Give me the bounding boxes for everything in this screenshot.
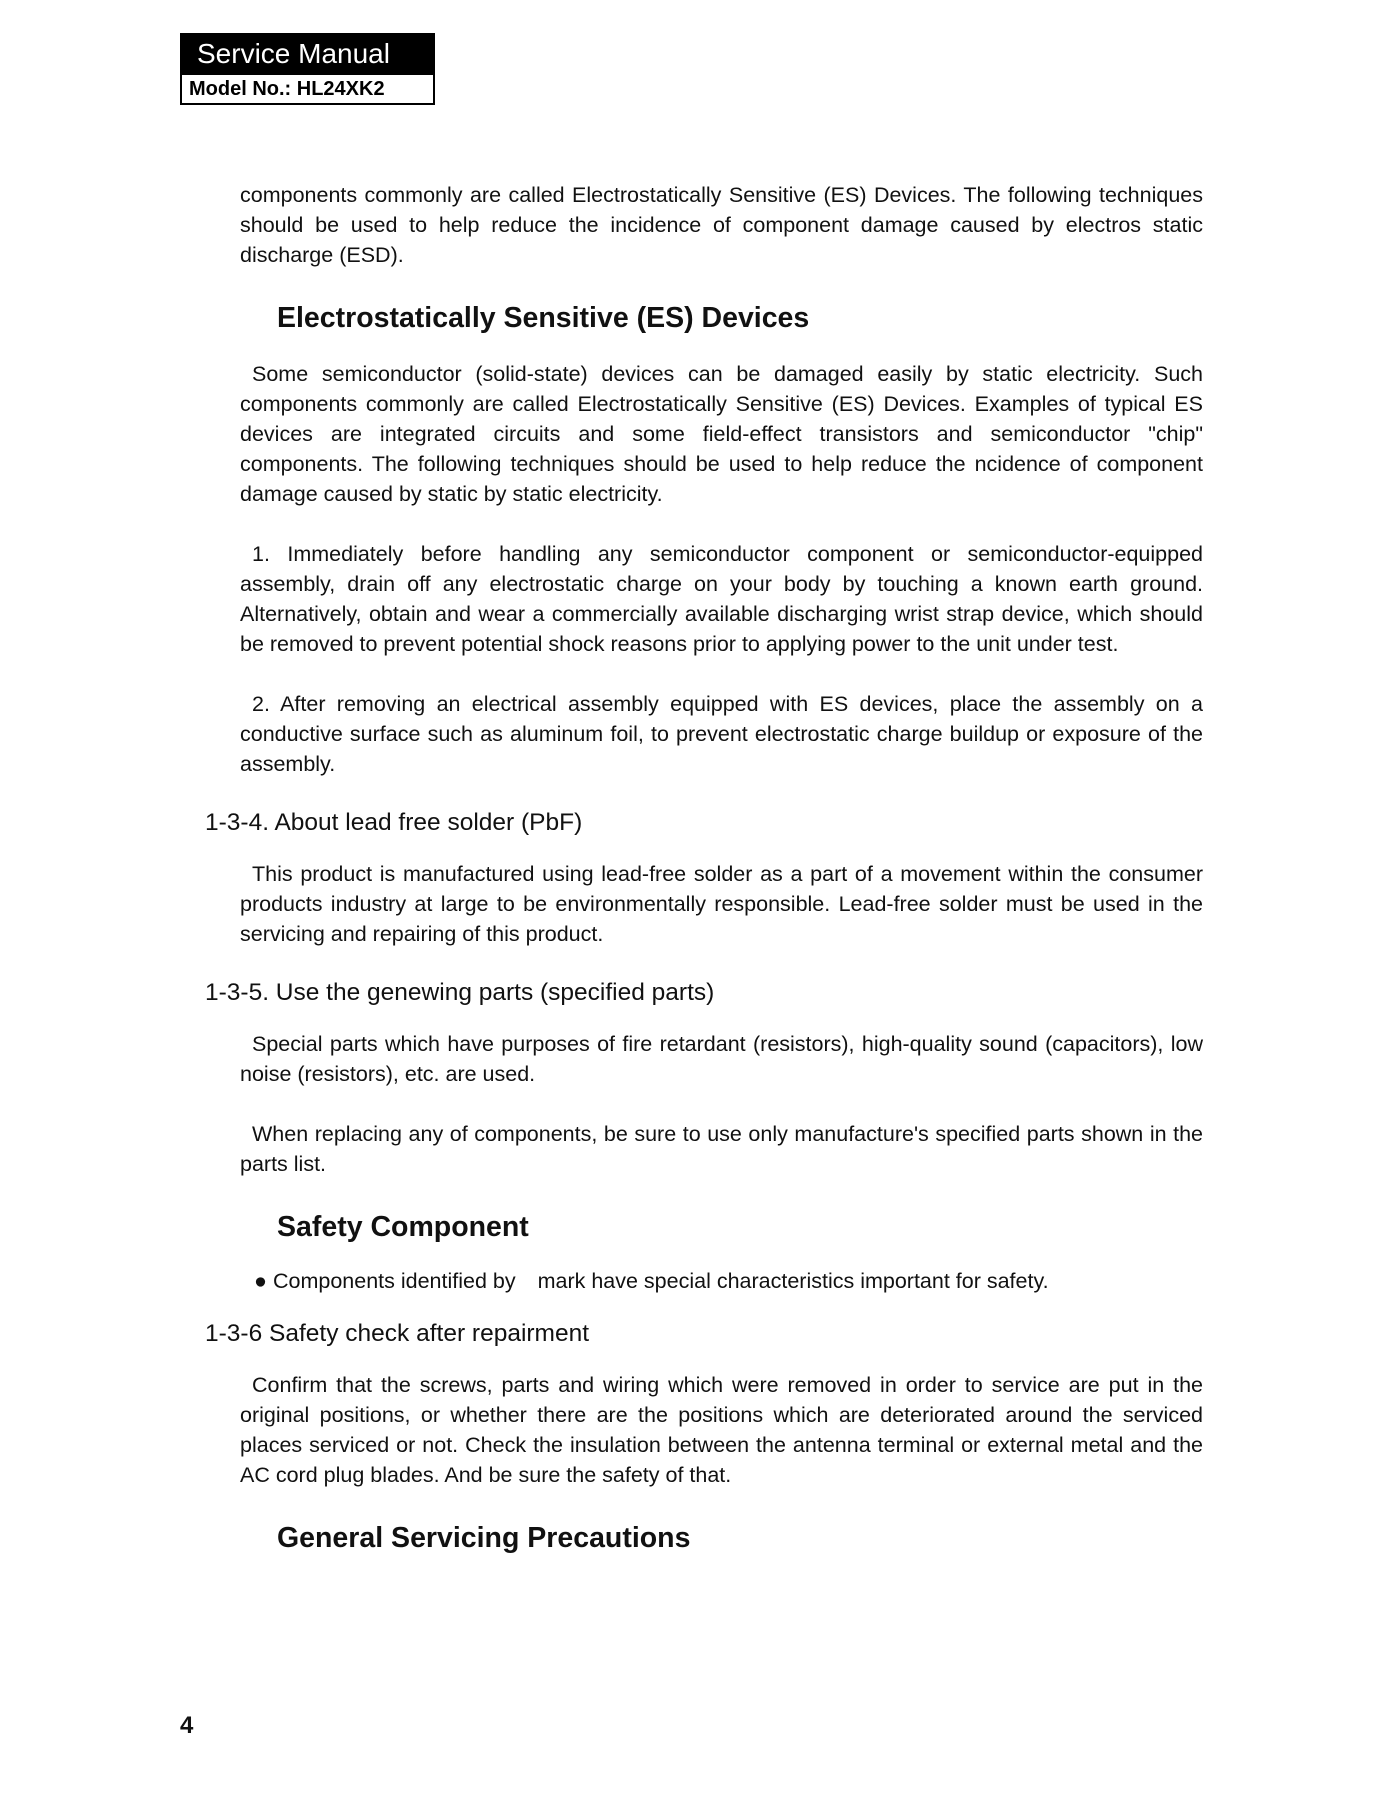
es-devices-title: Electrostatically Sensitive (ES) Devices — [277, 302, 810, 334]
safety-text-before: Components identified by — [272, 1269, 516, 1293]
es-item-2: 2. After removing an electrical assembly equipped with ES devices, place the assembly on a conductive surface such as aluminum foil, to prevent electrostatic charge buildup or exposure of the assembly. — [240, 692, 1203, 776]
section-1-3-6-paragraph: Confirm that the screws, parts and wiring which were removed in order to service are put in the original positions, or whether there are the positions which are deteriorated around the serviced places serviced or not. Check the insulation between the antenna terminal or external metal and the AC cord plug blades. And be sure the safety of that. — [240, 1373, 1203, 1487]
page-number: 4 — [180, 1712, 194, 1739]
section-1-3-5-paragraph-2: When replacing any of components, be sure to use only manufacture's specified parts shown in the parts list. — [240, 1122, 1203, 1176]
section-1-3-6-heading: 1-3-6 Safety check after repairment — [205, 1320, 590, 1347]
section-1-3-4-paragraph: This product is manufactured using lead-free solder as a part of a movement within the consumer products industry at large to be environmentally responsible. Lead-free solder must be used in the servicing and repairing of this product. — [240, 862, 1203, 946]
safety-component-title: Safety Component — [277, 1211, 529, 1243]
bullet-icon: ● — [254, 1269, 267, 1293]
section-1-3-5-heading: 1-3-5. Use the genewing parts (specified parts) — [205, 979, 715, 1006]
general-precautions-title: General Servicing Precautions — [277, 1522, 691, 1554]
section-1-3-5-paragraph-1: Special parts which have purposes of fire retardant (resistors), high-quality sound (capacitors), low noise (resistors), etc. are used. — [240, 1032, 1203, 1086]
model-number: Model No.: HL24XK2 — [182, 73, 433, 103]
safety-text-after: mark have special characteristics important for safety. — [537, 1269, 1049, 1293]
header-box — [180, 33, 435, 105]
safety-component-bullet — [240, 1266, 1203, 1296]
intro-paragraph: components commonly are called Electrostatically Sensitive (ES) Devices. The following techniques should be used to help reduce the incidence of component damage caused by electros static discharge (ESD). — [240, 183, 1203, 267]
es-item-1: 1. Immediately before handling any semiconductor component or semiconductor-equipped assembly, drain off any electrostatic charge on your body by touching a known earth ground. Alternatively, obtain and wear a commercially available discharging wrist strap device, which should be removed to prevent potential shock reasons prior to applying power to the unit under test. — [240, 542, 1203, 656]
es-devices-paragraph: Some semiconductor (solid-state) devices can be damaged easily by static electricity. Such components commonly are called Electrostatically Sensitive (ES) Devices. Examples of typical ES devices are integrated circuits and some field-effect transistors and semiconductor "chip" components. The following techniques should be used to help reduce the ncidence of component damage caused by static by static electricity. — [240, 362, 1203, 506]
manual-title: Service Manual — [182, 35, 433, 73]
section-1-3-4-heading: 1-3-4. About lead free solder (PbF) — [205, 809, 583, 836]
page-content — [205, 180, 1203, 1555]
